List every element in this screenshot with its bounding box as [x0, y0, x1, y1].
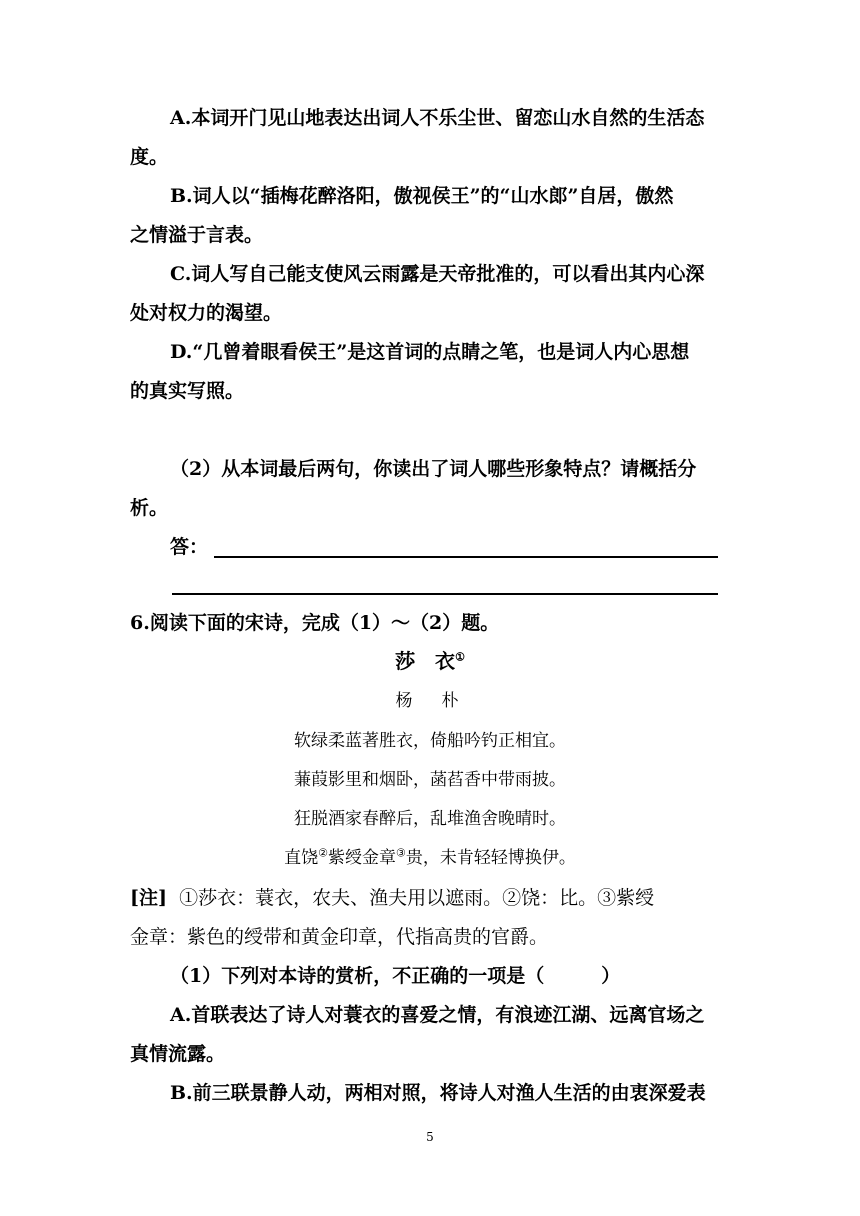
- q6-sub1: （1）下列对本诗的赏析，不正确的一项是（ ）: [170, 965, 621, 987]
- q5-option-b-line1: B.词人以“插梅花醉洛阳，傲视侯王”的“山水郎”自居，傲然: [170, 185, 674, 207]
- answer-label: 答：: [170, 536, 209, 558]
- poem-notes-line1: [130, 885, 730, 911]
- poem-title-note-marker: ①: [455, 650, 465, 664]
- poem-note-marker-2: ②: [318, 846, 328, 860]
- poem-title: [130, 649, 730, 673]
- q5-option-c-line2: 处对权力的渴望。: [130, 302, 283, 324]
- poem-note-marker-3: ③: [396, 846, 406, 860]
- q5-option-b-line2: 之情溢于言表。: [130, 224, 264, 246]
- poem-line-2: 蒹葭影里和烟卧，菡萏香中带雨披。: [294, 770, 566, 790]
- q6-option-a-line1: A.首联表达了诗人对蓑衣的喜爱之情，有浪迹江湖、远离官场之: [170, 1004, 705, 1026]
- poem-line-3: 狂脱酒家春醉后，乱堆渔舍晚晴时。: [294, 809, 566, 829]
- poem-title-text: 莎 衣: [395, 649, 456, 673]
- q5-option-a-line1: A.本词开门见山地表达出词人不乐尘世、留恋山水自然的生活态: [170, 107, 705, 129]
- poem-line-4-part1: 直饶: [284, 848, 319, 868]
- poem-notes-line2: 金章：紫色的绶带和黄金印章，代指高贵的官爵。: [130, 926, 549, 948]
- q5-sub2-line2: 析。: [130, 497, 169, 519]
- q6-option-b-line1: B.前三联景静人动，两相对照，将诗人对渔人生活的由衷深爱表: [170, 1082, 706, 1104]
- poem-author: 杨 朴: [395, 691, 465, 711]
- q5-option-d-line2: 的真实写照。: [130, 380, 245, 402]
- poem-line-4-part2: 紫绶金章: [328, 848, 396, 868]
- poem-line-4: [130, 846, 730, 870]
- poem-line-1: 软绿柔蓝著胜衣，倚船吟钓正相宜。: [294, 731, 566, 751]
- poem-line-4-part3: 贵，未肯轻轻博换伊。: [405, 848, 576, 868]
- notes-label: [注]: [130, 887, 167, 909]
- q6-heading: 6.阅读下面的宋诗，完成（1）～（2）题。: [130, 612, 500, 634]
- q6-option-a-line2: 真情流露。: [130, 1043, 226, 1065]
- notes-text-1: ①莎衣：蓑衣，农夫、渔夫用以遮雨。②饶：比。③紫绶: [179, 887, 655, 909]
- q5-option-c-line1: C.词人写自己能支使风云雨露是天帝批准的，可以看出其内心深: [170, 263, 705, 285]
- q5-sub2-line1: （2）从本词最后两句，你读出了词人哪些形象特点？请概括分: [170, 458, 697, 480]
- answer-blank-line-2[interactable]: [172, 593, 718, 595]
- answer-blank-line-1[interactable]: [214, 556, 718, 558]
- page-number: 5: [426, 1130, 434, 1144]
- q5-option-a-line2: 度。: [130, 146, 169, 168]
- q5-option-d-line1: D.“几曾着眼看侯王”是这首词的点睛之笔，也是词人内心思想: [170, 341, 690, 363]
